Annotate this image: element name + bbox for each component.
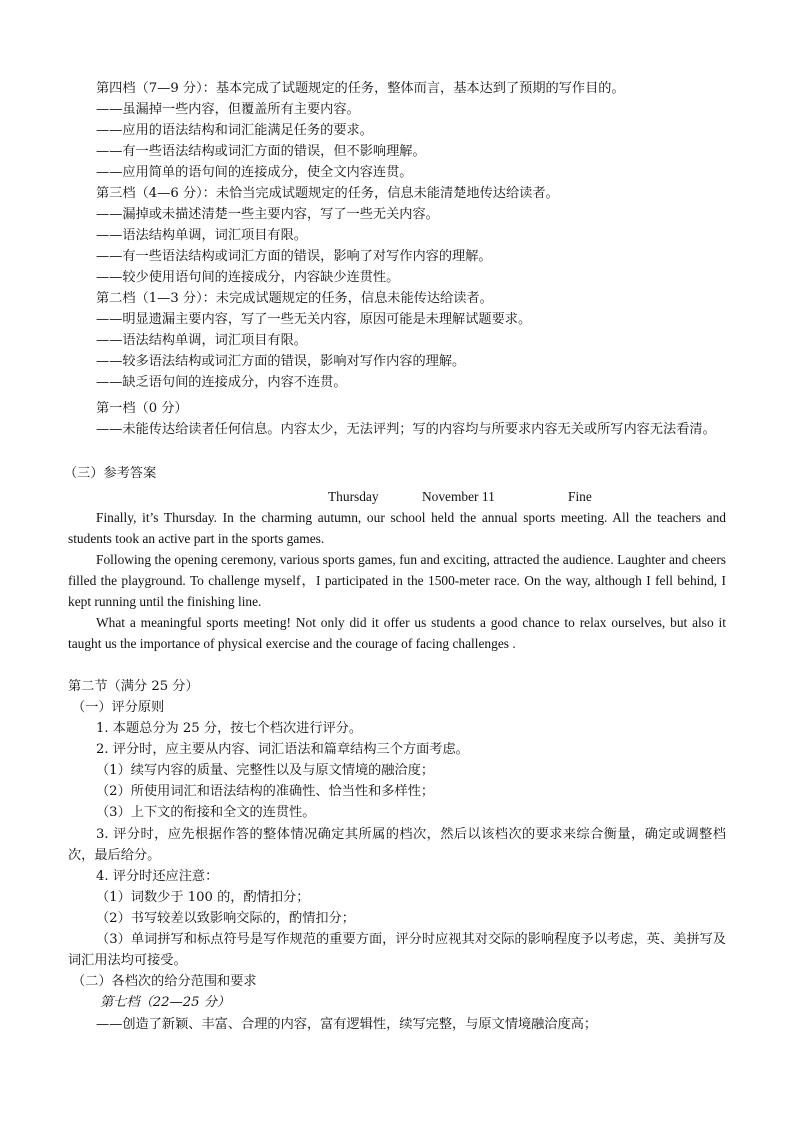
- diary-date: November 11: [422, 489, 495, 504]
- level4-item: ——虽漏掉一些内容，但覆盖所有主要内容。: [96, 102, 360, 117]
- answer-heading: （三）参考答案: [64, 466, 157, 481]
- level7-item: ——创造了新颖、丰富、合理的内容，富有逻辑性，续写完整，与原文情境融洽度高；: [96, 1017, 598, 1032]
- level1-title: 第一档（0 分）: [96, 401, 188, 416]
- level3-item: ——漏掉或未描述清楚一些主要内容，写了一些无关内容。: [96, 207, 439, 222]
- diary-day: Thursday: [328, 489, 379, 504]
- rule-2-item: （1）续写内容的质量、完整性以及与原文情境的融洽度；: [96, 763, 435, 778]
- diary-weather: Fine: [568, 489, 592, 504]
- level3-item: ——语法结构单调，词汇项目有限。: [96, 228, 307, 243]
- answer-paragraph-3: What a meaningful sports meeting! Not only did it offer us students a good chance to relax ourselves, but also it taught us the importance of physical exercise and the courage of facing challenges .: [68, 615, 726, 651]
- answer-paragraph-2: Following the opening ceremony, various sports games, fun and exciting, attracted the audience. Laughter and cheers filled the playground. To challenge myself，I participated in the 1500-meter race. On the way, although I fell behind, I kept running until the finishing line.: [68, 552, 726, 609]
- rule-4-item-3: （3）单词拼写和标点符号是写作规范的重要方面，评分时应视其对交际的影响程度予以考虑，英、美拼写及词汇用法均可接受。: [68, 932, 726, 968]
- rule-2-item: （3）上下文的衔接和全文的连贯性。: [96, 805, 316, 820]
- rule-4-item: （1）词数少于 100 的，酌情扣分；: [96, 890, 310, 905]
- level1-text: ——未能传达给读者任何信息。内容太少，无法评判；写的内容均与所要求内容无关或所写内容无法看清。: [96, 422, 716, 437]
- level3-title: 第三档（4—6 分）：未恰当完成试题规定的任务，信息未能清楚地传达给读者。: [96, 186, 559, 201]
- section2-title: 第二节（满分 25 分）: [68, 679, 199, 694]
- levels-heading: （二）各档次的给分范围和要求: [72, 974, 257, 989]
- rule-3: 3. 评分时，应先根据作答的整体情况确定其所属的档次，然后以该档次的要求来综合衡量，确定或调整档次，最后给分。: [68, 827, 726, 863]
- rule-4-item: （2）书写较差以致影响交际的，酌情扣分；: [96, 911, 355, 926]
- level4-item: ——应用简单的语句间的连接成分，使全文内容连贯。: [96, 165, 413, 180]
- rule-1: 1. 本题总分为 25 分，按七个档次进行评分。: [96, 721, 363, 736]
- level2-item: ——缺乏语句间的连接成分，内容不连贯。: [96, 375, 347, 390]
- level2-item: ——较多语法结构或词汇方面的错误，影响对写作内容的理解。: [96, 354, 466, 369]
- level7-title: 第七档（22—25 分）: [100, 995, 231, 1010]
- level2-item: ——明显遗漏主要内容，写了一些无关内容，原因可能是未理解试题要求。: [96, 312, 532, 327]
- level3-item: ——有一些语法结构或词汇方面的错误，影响了对写作内容的理解。: [96, 249, 492, 264]
- answer-paragraph-1: Finally, it’s Thursday. In the charming autumn, our school held the annual sports meeting. All the teachers and students took an active part in the sports games.: [68, 510, 726, 546]
- level4-item: ——应用的语法结构和词汇能满足任务的要求。: [96, 123, 373, 138]
- level4-title: 第四档（7—9 分）：基本完成了试题规定的任务，整体而言，基本达到了预期的写作目的。: [96, 81, 625, 96]
- level3-item: ——较少使用语句间的连接成分，内容缺少连贯性。: [96, 270, 400, 285]
- level2-title: 第二档（1—3 分）：未完成试题规定的任务，信息未能传达给读者。: [96, 291, 493, 306]
- level2-item: ——语法结构单调，词汇项目有限。: [96, 333, 307, 348]
- level4-item: ——有一些语法结构或词汇方面的错误，但不影响理解。: [96, 144, 426, 159]
- principles-heading: （一）评分原则: [72, 700, 165, 715]
- rule-4: 4. 评分时还应注意：: [96, 869, 219, 884]
- rule-2-item: （2）所使用词汇和语法结构的准确性、恰当性和多样性；: [96, 784, 435, 799]
- rule-2: 2. 评分时，应主要从内容、词汇语法和篇章结构三个方面考虑。: [96, 742, 469, 757]
